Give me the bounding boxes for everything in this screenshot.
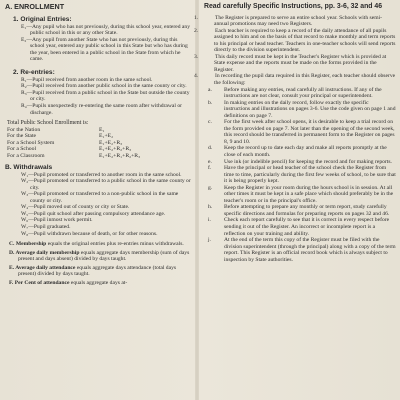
subitem-text: Keep the Register in your room during the hours school is in session. At all other times it must be kept in a safe place which should preferably be in the teacher's room or in the principal's office. (224, 184, 394, 204)
instruction-text: In recording the pupil data required in this Register, each teacher should observe the following: (214, 73, 396, 86)
total-row-school (7, 146, 191, 153)
enrollment-heading: A. ENROLLMENT (5, 2, 65, 11)
instruction-number: 4. (194, 73, 199, 80)
subitem-letter: b. (208, 99, 213, 106)
subitem-letter: g. (208, 184, 213, 191)
definition-e1: E₁—Any pupil who has not previously, during this school year, entered any public school in this or any other State. (21, 23, 190, 37)
subitem-letter: e. (208, 158, 212, 165)
membership-label: C. Membership (9, 241, 47, 248)
instruction-text: The Register is prepared to serve an entire school year. Schools with semi-annual promotions may need two Registers. (214, 14, 382, 28)
instruction-text: Each teacher is required to keep a record of the daily attendance of all pupils assigned to him and on the basis of that record to make monthly and term reports to his principal or head teacher. Teachers in one-teacher schools will send reports directly to the division superintendent. (214, 27, 396, 54)
subitem-text: Before making any entries, read carefully all instructions. If any of the instructions are not clear, consult your principal or superintendent. (224, 86, 382, 100)
subitem-letter: c. (208, 119, 212, 126)
right-column (194, 3, 396, 263)
total-formula: E₁+E₂+R₁+R₂+R₃ (99, 152, 141, 159)
original-entries-heading: 1. Original Entries: (13, 15, 72, 23)
instruction-1 (194, 14, 396, 28)
total-row-nation (7, 127, 191, 134)
total-formula: E₁+E₂ (99, 133, 114, 140)
total-label: For a School (7, 146, 37, 153)
instruction-3 (194, 53, 396, 74)
re-entries-heading: 2. Re-entries: (13, 68, 55, 76)
subitem-text: Before attempting to prepare any monthly or term report, study carefully specific directions and formulas for preparing reports on pages 32 and 46. (224, 204, 390, 217)
avg-attendance-definition (5, 265, 191, 278)
definition-w2: W₂—Pupil promoted or transferred to a public school in the same county or city. (21, 178, 191, 191)
definition-e2: E₂—Any pupil from another State who has not previously, during this school year, entered any public school in this State but who has during the year, been entered in a public school in the State from which he came. (21, 36, 188, 63)
definition-r4: R₄—Pupils unexpectedly re-entering the same room after withdrawal or discharge. (21, 102, 183, 116)
definition-w7: W₇—Pupil graduated. (21, 223, 71, 230)
subitem-letter: i. (208, 217, 211, 224)
instruction-4f (204, 165, 396, 185)
subitem-letter: f. (208, 165, 212, 172)
per-cent-text: equals aggregate days at- (70, 279, 128, 286)
instruction-4d (204, 145, 396, 158)
definition-r3: R₃—Pupil received from a public school in the State but outside the county or city. (21, 89, 190, 103)
instruction-4b (204, 100, 396, 120)
instruction-4i (204, 217, 396, 237)
total-row-school-system (7, 140, 191, 147)
instruction-number: 1. (194, 14, 199, 21)
subitem-letter: a. (208, 86, 212, 93)
membership-text: equals the original entries plus re-entries minus withdrawals. (47, 241, 184, 248)
instruction-4c (204, 119, 396, 145)
total-label: For a Classroom (7, 152, 45, 159)
subitem-text: Have the principal or head teacher of the school check the Register from time to time, particularly during the first few weeks of school, to be sure that it is being properly kept. (224, 165, 396, 185)
instruction-4a (204, 87, 396, 100)
definition-w4: W₄—Pupil moved out of county or city or State. (21, 204, 130, 211)
instructions-heading: Read carefully Specific Instructions, pp. 3-6, 32 and 46 (204, 3, 383, 10)
instruction-4j (204, 237, 396, 263)
instruction-4g (204, 185, 396, 205)
avg-membership-label: D. Average daily membership (9, 249, 80, 256)
definition-r1: R₁—Pupil received from another room in the same school. (21, 76, 153, 83)
instruction-2 (194, 27, 396, 54)
subitem-text: At the end of the term this copy of the Register must be filed with the division superintendent (through the principal) along with a copy of the term report. This Register is an official record book which is always subject to inspection by State authorities. (224, 237, 396, 263)
per-cent-label: F. Per Cent of attendance (9, 279, 70, 286)
total-label: For a School System (7, 139, 55, 146)
subitem-text: Keep the record up to date each day and make all reports promptly at the close of each month. (224, 145, 387, 158)
subitem-letter: d. (208, 145, 213, 152)
instruction-number: 3. (194, 53, 199, 60)
total-label: For the State (7, 133, 37, 140)
instruction-number: 2. (194, 27, 199, 34)
total-formula: E₁+E₂+R₃ (99, 139, 123, 146)
subitem-text: Check each report carefully to see that it is correct in every respect before sending it out of the Register. An incorrect or incomplete report is a reflection on your training and ability. (224, 217, 390, 237)
avg-attendance-label: E. Average daily attendance (9, 264, 76, 271)
definition-w5: W₅—Pupil quit school after passing compulsory attendance age. (21, 210, 166, 217)
definition-w8: W₈—Pupil withdrawn because of death, or for other reasons. (21, 230, 158, 237)
withdrawals-heading: B. Withdrawals (5, 163, 53, 171)
subitem-letter: j. (208, 237, 211, 244)
total-row-classroom (7, 153, 191, 160)
total-enrollment-heading: Total Public School Enrollment is: (7, 120, 89, 127)
avg-membership-text: equals aggregate days membership (sum of days present and days absent) divided by days taught. (18, 249, 190, 263)
subitem-text: Use ink (or indelible pencil) for keeping the record and for making reports. (224, 158, 392, 165)
total-formula: E₁ (99, 126, 105, 133)
subitem-letter: h. (208, 204, 213, 211)
definition-r2: R₂—Pupil received from another public school in the same county or city. (21, 83, 187, 90)
left-column (5, 3, 191, 286)
total-formula: E₁+E₂+R₂+R₃ (99, 146, 132, 153)
instruction-text: This daily record must be kept in the Teacher's Register which is provided at State expense and the reports must be made on the forms provided in the Register. (214, 53, 387, 73)
definition-w1: W₁—Pupil promoted or transferred to another room in the same school. (21, 171, 182, 178)
subitem-text: In making entries on the daily record, follow exactly the specific instructions and illustrations on pages 3-6. Use the code given on page 1 and definitions on page 7. (224, 99, 396, 119)
avg-membership-definition (5, 250, 191, 263)
subitem-text: For the first week after school opens, it is desirable to keep a trial record on the form provided on page 7. Not later than the opening of the second week, this record should be transferred in permanent form to the Register on pages 8, 9 and 10. (224, 119, 395, 145)
definition-w3: W₃—Pupil promoted or transferred to a non-public school in the same county or city. (21, 191, 179, 204)
per-cent-definition (5, 280, 191, 287)
instruction-4 (194, 73, 396, 86)
membership-definition (5, 241, 191, 248)
total-label: For the Nation (7, 126, 41, 133)
total-row-state (7, 133, 191, 140)
instruction-4h (204, 204, 396, 217)
avg-attendance-text: equals aggregate days attendance (total days present) divided by days taught. (18, 264, 177, 278)
definition-w6: W₆—Pupil inmost work permit. (21, 217, 93, 224)
